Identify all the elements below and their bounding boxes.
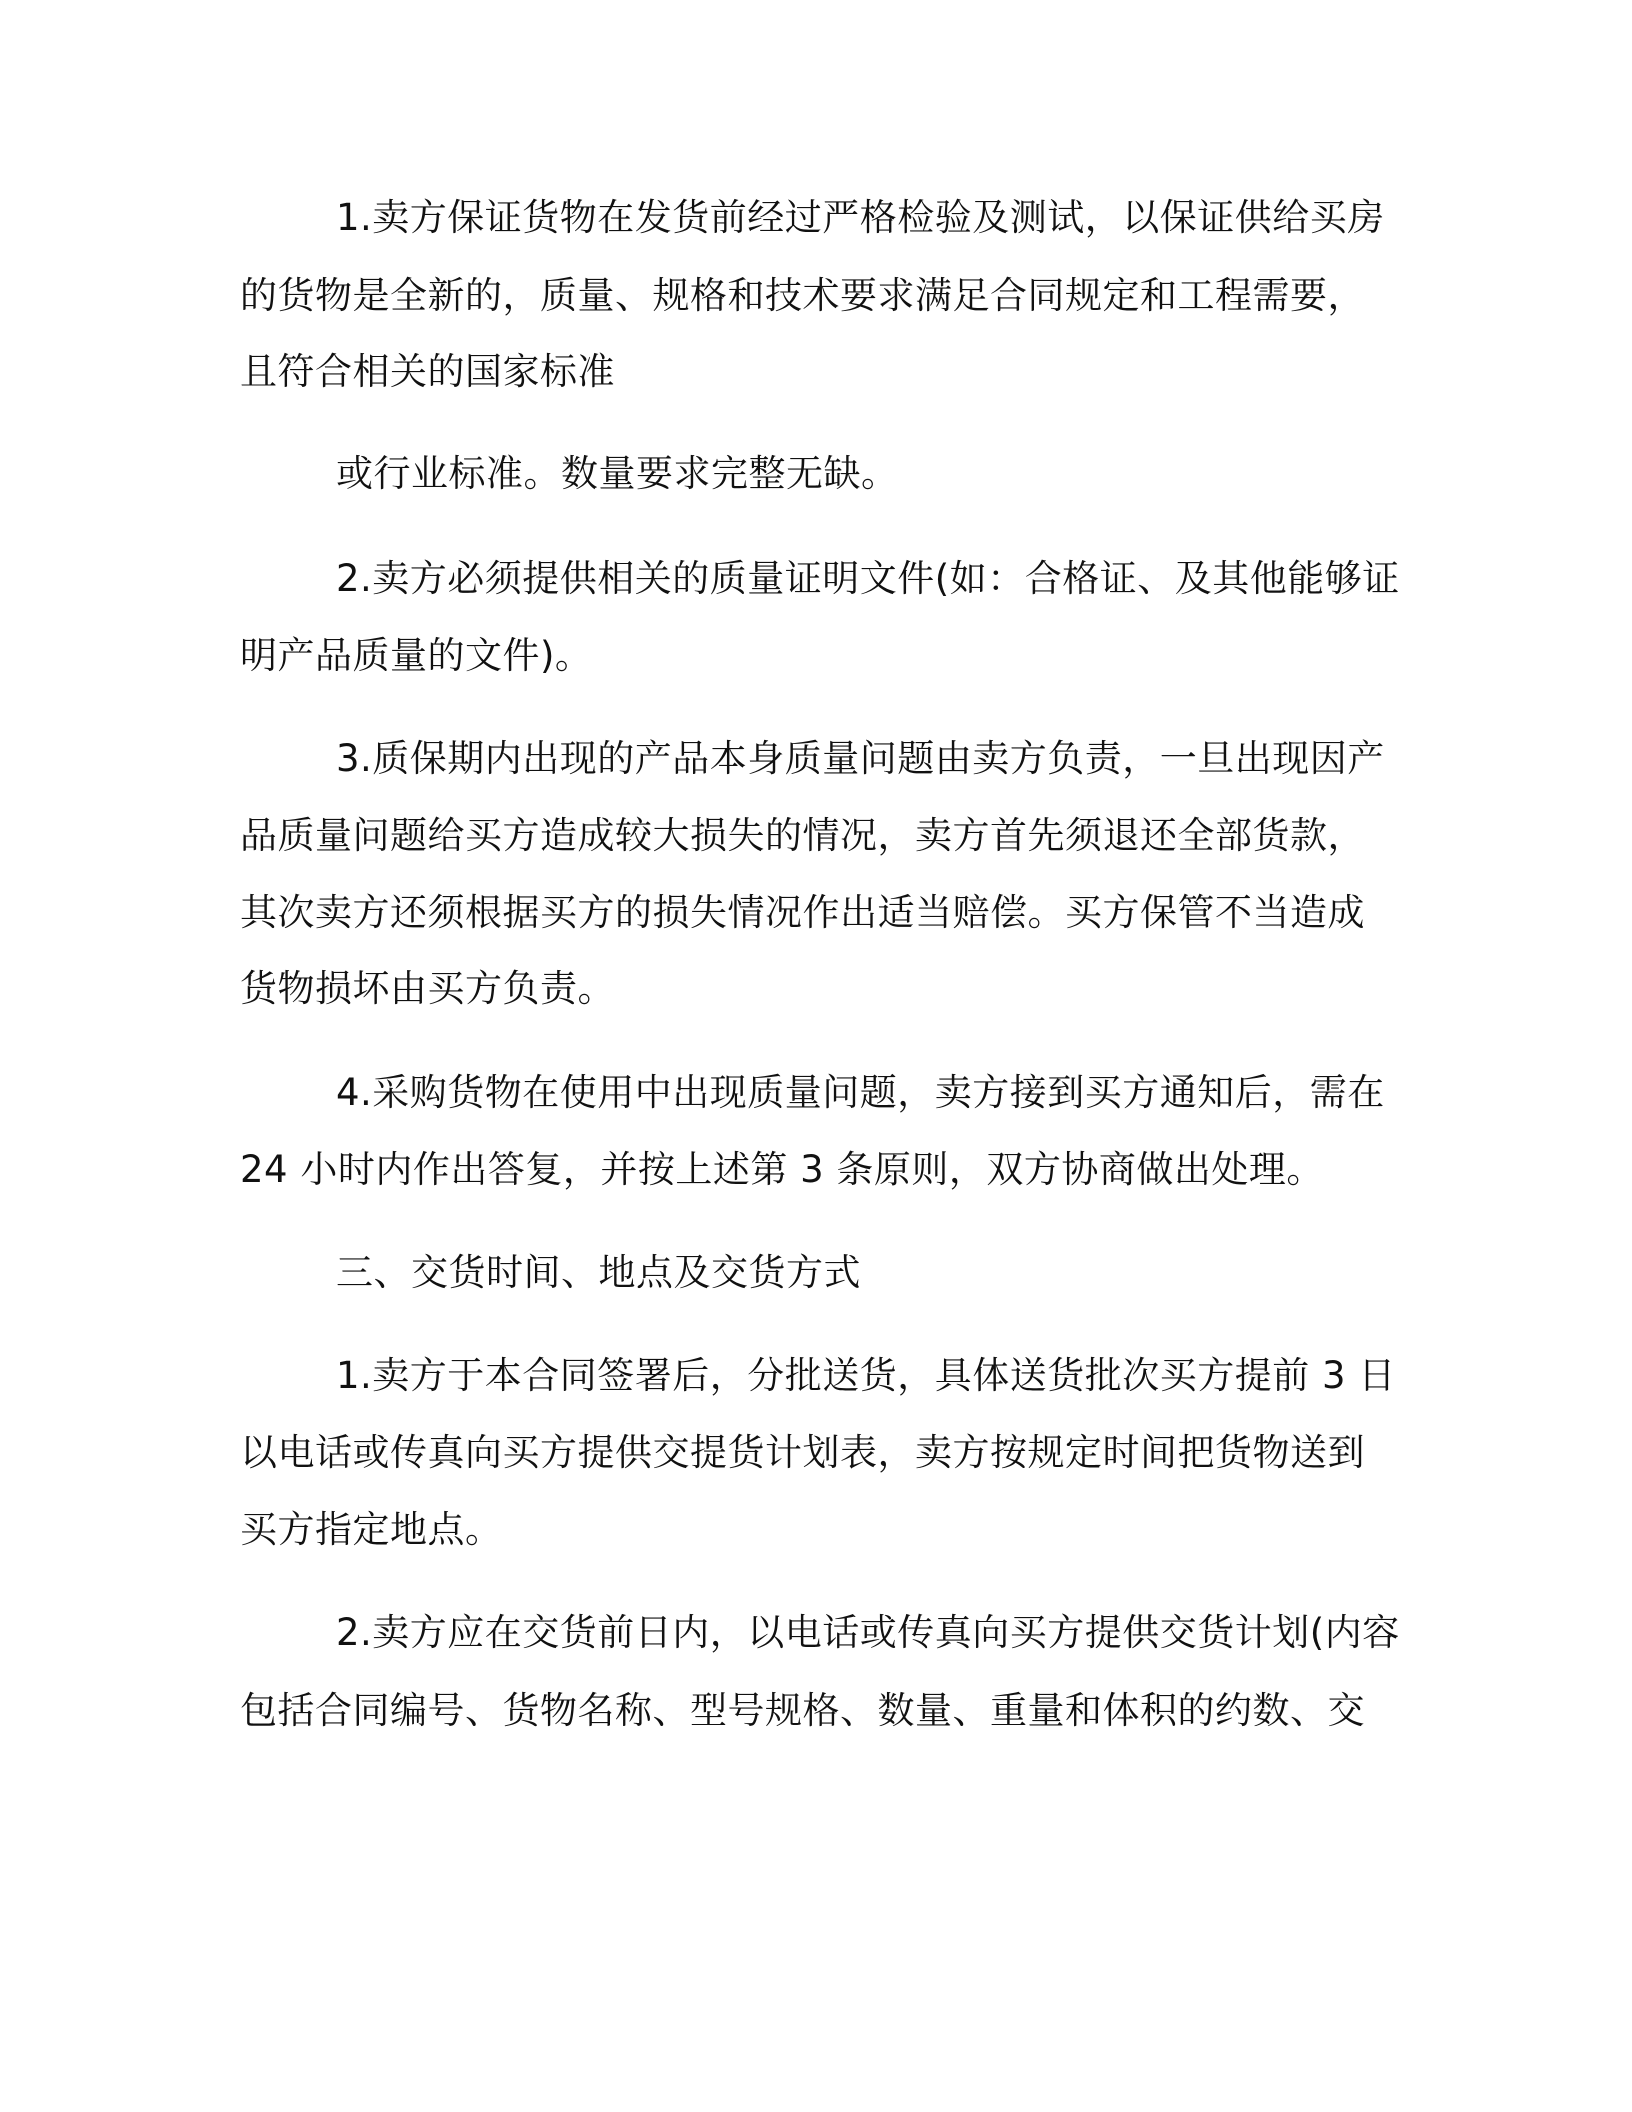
text-line: 且符合相关的国家标准 [240,350,615,393]
text-line: 4.采购货物在使用中出现质量问题，卖方接到买方通知后，需在 [336,1071,1385,1114]
text-line: 或行业标准。数量要求完整无缺。 [336,452,899,495]
text-line: 包括合同编号、货物名称、型号规格、数量、重量和体积的约数、交 [240,1689,1365,1732]
text-line: 以电话或传真向买方提供交提货计划表，卖方按规定时间把货物送到 [240,1431,1365,1474]
text-line: 其次卖方还须根据买方的损失情况作出适当赔偿。买方保管不当造成 [240,891,1365,934]
text-line: 2.卖方必须提供相关的质量证明文件(如：合格证、及其他能够证 [336,557,1400,600]
text-line: 货物损坏由买方负责。 [240,967,615,1010]
text-line: 1.卖方于本合同签署后，分批送货，具体送货批次买方提前 3 日 [336,1354,1396,1397]
text-line: 的货物是全新的，质量、规格和技术要求满足合同规定和工程需要， [240,274,1365,317]
text-line: 24 小时内作出答复，并按上述第 3 条原则，双方协商做出处理。 [240,1148,1324,1191]
text-line: 1.卖方保证货物在发货前经过严格检验及测试，以保证供给买房 [336,196,1385,239]
text-line: 3.质保期内出现的产品本身质量问题由卖方负责，一旦出现因产 [336,737,1385,780]
text-line: 明产品质量的文件)。 [240,634,593,677]
text-line: 2.卖方应在交货前日内，以电话或传真向买方提供交货计划(内容 [336,1611,1400,1654]
section-heading: 三、交货时间、地点及交货方式 [336,1251,861,1294]
text-line: 买方指定地点。 [240,1508,503,1551]
text-line: 品质量问题给买方造成较大损失的情况，卖方首先须退还全部货款， [240,814,1365,857]
